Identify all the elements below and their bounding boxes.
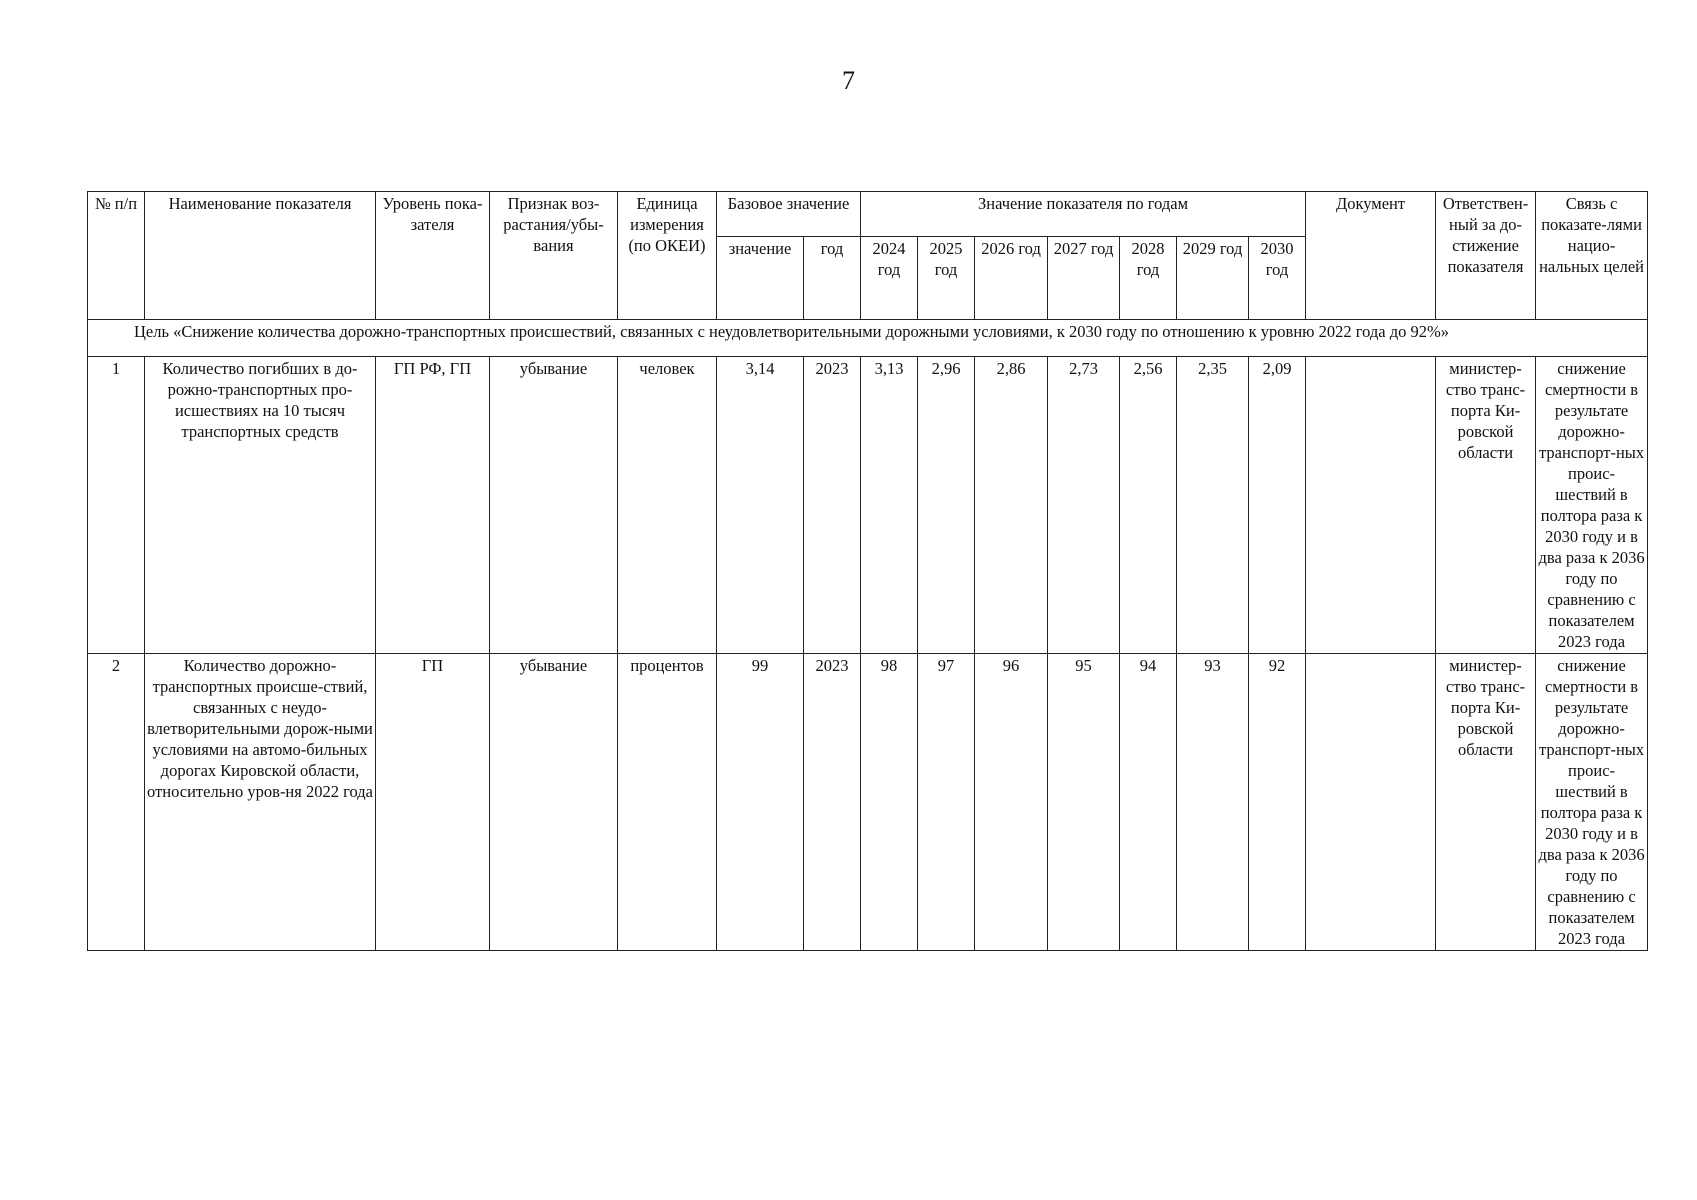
col-num-header: № п/п bbox=[88, 192, 145, 320]
header-row-1 bbox=[88, 192, 1648, 237]
col-unit-header: Единица измерения (по ОКЕИ) bbox=[618, 192, 717, 320]
goal-text: Цель «Снижение количества дорожно-транспортных происшествий, связанных с неудовлетворительными дорожными условиями, к 2030 году по отношению к уровню 2022 года до 92%» bbox=[88, 320, 1648, 357]
col-responsible-header: Ответствен-ный за до-стижение показателя bbox=[1436, 192, 1536, 320]
value-2024: 3,13 bbox=[861, 357, 918, 654]
col-level-header: Уровень пока-зателя bbox=[376, 192, 490, 320]
value-2028: 94 bbox=[1120, 654, 1177, 951]
col-year-2025-header: 2025 год bbox=[918, 237, 975, 320]
indicator-name: Количество погибших в до-рожно-транспортных про-исшествиях на 10 тысяч транспортных средств bbox=[145, 357, 376, 654]
col-year-2026-header: 2026 год bbox=[975, 237, 1048, 320]
value-2026: 96 bbox=[975, 654, 1048, 951]
value-2030: 92 bbox=[1249, 654, 1306, 951]
col-year-2029-header: 2029 год bbox=[1177, 237, 1249, 320]
value-2026: 2,86 bbox=[975, 357, 1048, 654]
col-years-group-header: Значение показателя по годам bbox=[861, 192, 1306, 237]
goal-row bbox=[88, 320, 1648, 357]
row-num: 1 bbox=[88, 357, 145, 654]
indicator-unit: процентов bbox=[618, 654, 717, 951]
row-num: 2 bbox=[88, 654, 145, 951]
col-base-value-header: значение bbox=[717, 237, 804, 320]
link-cell: снижение смертности в результате дорожно-транспорт-ных проис-шествий в полтора раза к 2030 году и в два раза к 2036 году по сравнению с показателем 2023 года bbox=[1536, 654, 1648, 951]
col-name-header: Наименование показателя bbox=[145, 192, 376, 320]
value-2030: 2,09 bbox=[1249, 357, 1306, 654]
col-year-2030-header: 2030 год bbox=[1249, 237, 1306, 320]
col-base-group-header: Базовое значение bbox=[717, 192, 861, 237]
table-row bbox=[88, 357, 1648, 654]
value-2027: 2,73 bbox=[1048, 357, 1120, 654]
col-year-2028-header: 2028 год bbox=[1120, 237, 1177, 320]
base-year: 2023 bbox=[804, 654, 861, 951]
col-sign-header: Признак воз-растания/убы-вания bbox=[490, 192, 618, 320]
page-number: 7 bbox=[842, 66, 855, 95]
value-2024: 98 bbox=[861, 654, 918, 951]
indicators-table bbox=[87, 191, 1648, 951]
value-2025: 97 bbox=[918, 654, 975, 951]
responsible-cell: министер-ство транс-порта Ки-ровской области bbox=[1436, 357, 1536, 654]
value-2027: 95 bbox=[1048, 654, 1120, 951]
indicator-unit: человек bbox=[618, 357, 717, 654]
indicator-level: ГП РФ, ГП bbox=[376, 357, 490, 654]
col-year-2027-header: 2027 год bbox=[1048, 237, 1120, 320]
value-2029: 2,35 bbox=[1177, 357, 1249, 654]
responsible-cell: министер-ство транс-порта Ки-ровской области bbox=[1436, 654, 1536, 951]
indicator-level: ГП bbox=[376, 654, 490, 951]
indicator-sign: убывание bbox=[490, 654, 618, 951]
document-cell bbox=[1306, 357, 1436, 654]
base-value: 3,14 bbox=[717, 357, 804, 654]
col-link-header: Связь с показате-лями нацио-нальных целей bbox=[1536, 192, 1648, 320]
base-value: 99 bbox=[717, 654, 804, 951]
value-2028: 2,56 bbox=[1120, 357, 1177, 654]
indicator-name: Количество дорожно-транспортных происше-ствий, связанных с неудо-влетворительными дорож-ными условиями на автомо-бильных дорогах Кировской области, относительно уров-ня 2022 года bbox=[145, 654, 376, 951]
col-year-2024-header: 2024 год bbox=[861, 237, 918, 320]
document-cell bbox=[1306, 654, 1436, 951]
indicator-sign: убывание bbox=[490, 357, 618, 654]
col-base-year-header: год bbox=[804, 237, 861, 320]
link-cell: снижение смертности в результате дорожно-транспорт-ных проис-шествий в полтора раза к 2030 году и в два раза к 2036 году по сравнению с показателем 2023 года bbox=[1536, 357, 1648, 654]
value-2029: 93 bbox=[1177, 654, 1249, 951]
table-row bbox=[88, 654, 1648, 951]
base-year: 2023 bbox=[804, 357, 861, 654]
value-2025: 2,96 bbox=[918, 357, 975, 654]
col-document-header: Документ bbox=[1306, 192, 1436, 320]
